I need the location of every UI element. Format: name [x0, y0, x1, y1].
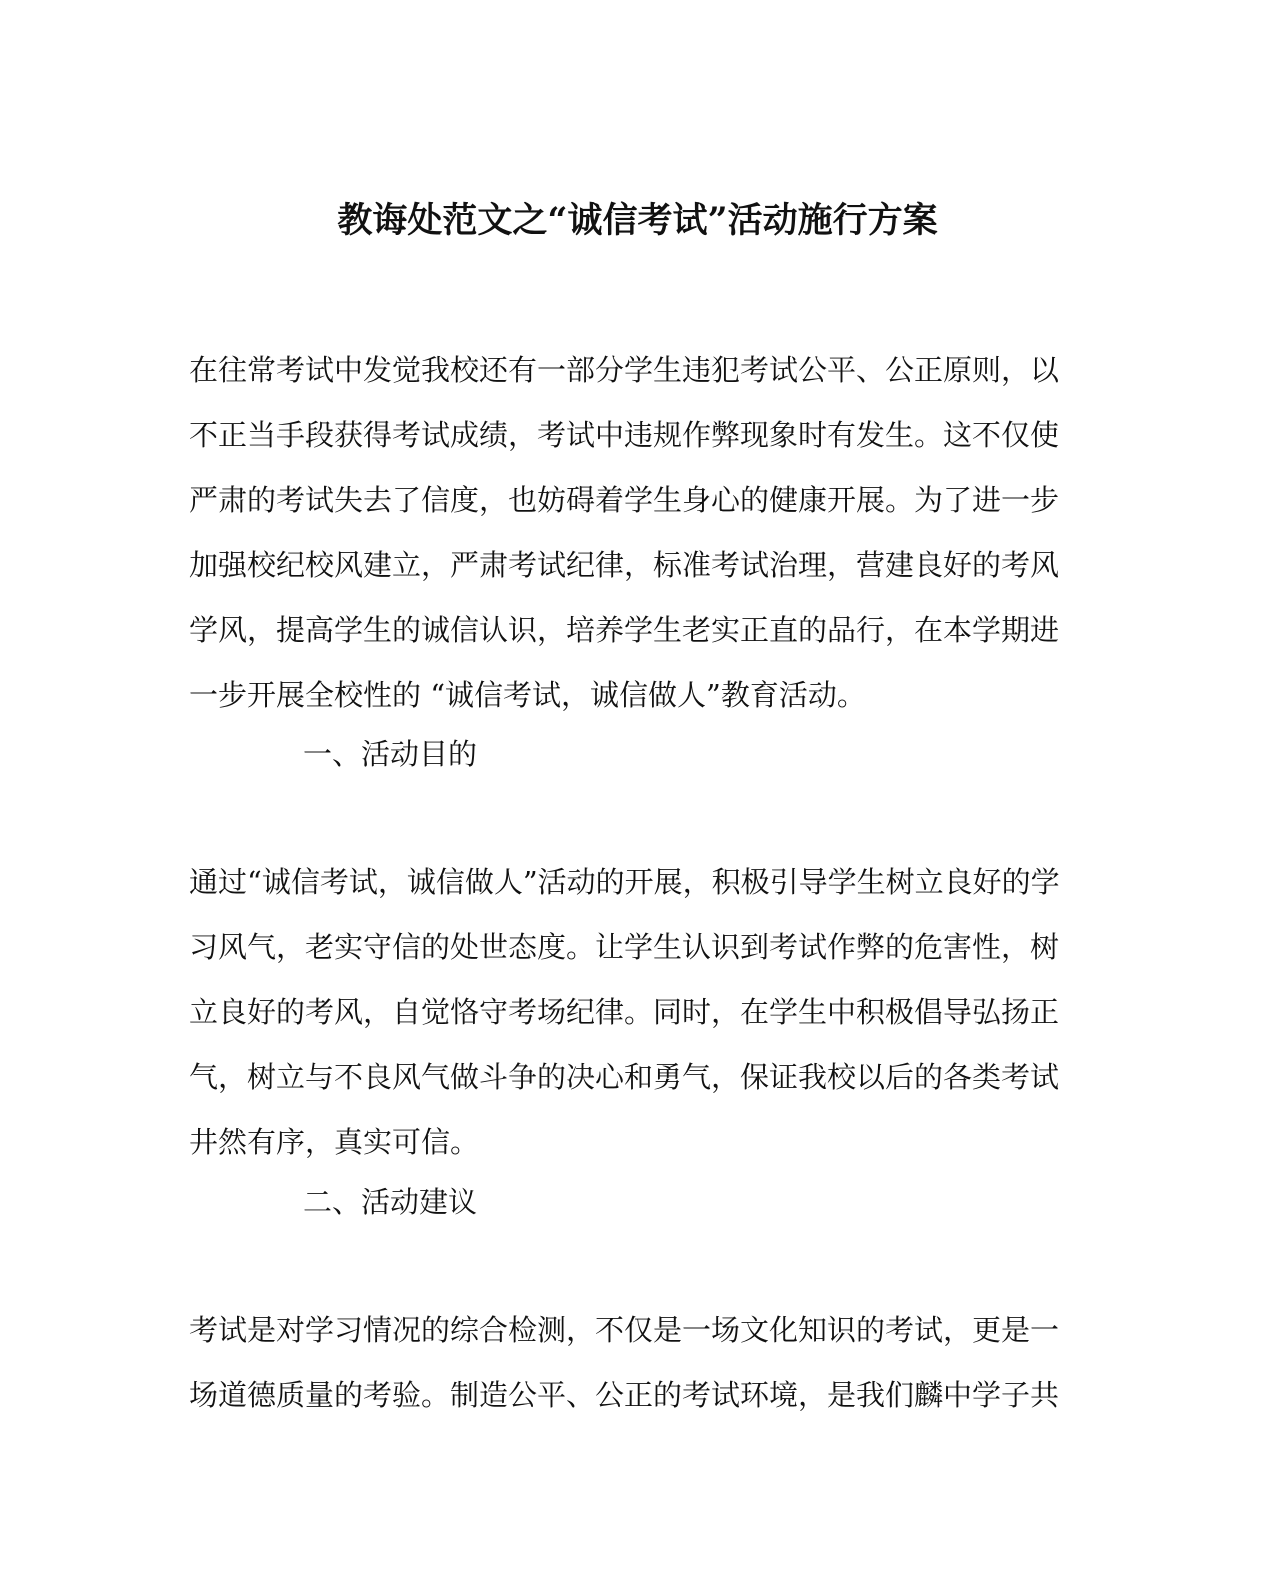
paragraph-line: 加强校纪校风建立，严肃考试纪律，标准考试治理，营建良好的考风 [189, 548, 1060, 582]
paragraph-purpose [189, 850, 1060, 1175]
paragraph-line: 井然有序，真实可信。 [189, 1125, 480, 1159]
paragraph-line: 在往常考试中发觉我校还有一部分学生违犯考试公平、公正原则，以 [189, 353, 1060, 387]
paragraph-suggestions [189, 1298, 1060, 1428]
paragraph-line: 立良好的考风，自觉恪守考场纪律。同时，在学生中积极倡导弘扬正 [189, 995, 1060, 1029]
paragraph-line: 气，树立与不良风气做斗争的决心和勇气，保证我校以后的各类考试 [189, 1060, 1060, 1094]
paragraph-line: 一步开展全校性的 “诚信考试，诚信做人”教育活动。 [189, 678, 866, 712]
document-title: 教诲处范文之“诚信考试”活动施行方案 [337, 200, 938, 242]
paragraph-intro [189, 338, 1060, 728]
paragraph-line: 通过“诚信考试，诚信做人”活动的开展，积极引导学生树立良好的学 [189, 865, 1060, 899]
section-heading-suggestions: 二、活动建议 [303, 1185, 478, 1219]
paragraph-line: 场道德质量的考验。制造公平、公正的考试环境，是我们麟中学子共 [189, 1378, 1060, 1412]
paragraph-line: 习风气，老实守信的处世态度。让学生认识到考试作弊的危害性，树 [189, 930, 1060, 964]
paragraph-line: 考试是对学习情况的综合检测，不仅是一场文化知识的考试，更是一 [189, 1313, 1060, 1347]
paragraph-line: 学风，提高学生的诚信认识，培养学生老实正直的品行，在本学期进 [189, 613, 1060, 647]
paragraph-line: 不正当手段获得考试成绩，考试中违规作弊现象时有发生。这不仅使 [189, 418, 1060, 452]
section-heading-purpose: 一、活动目的 [303, 737, 478, 771]
paragraph-line: 严肃的考试失去了信度，也妨碍着学生身心的健康开展。为了进一步 [189, 483, 1060, 517]
